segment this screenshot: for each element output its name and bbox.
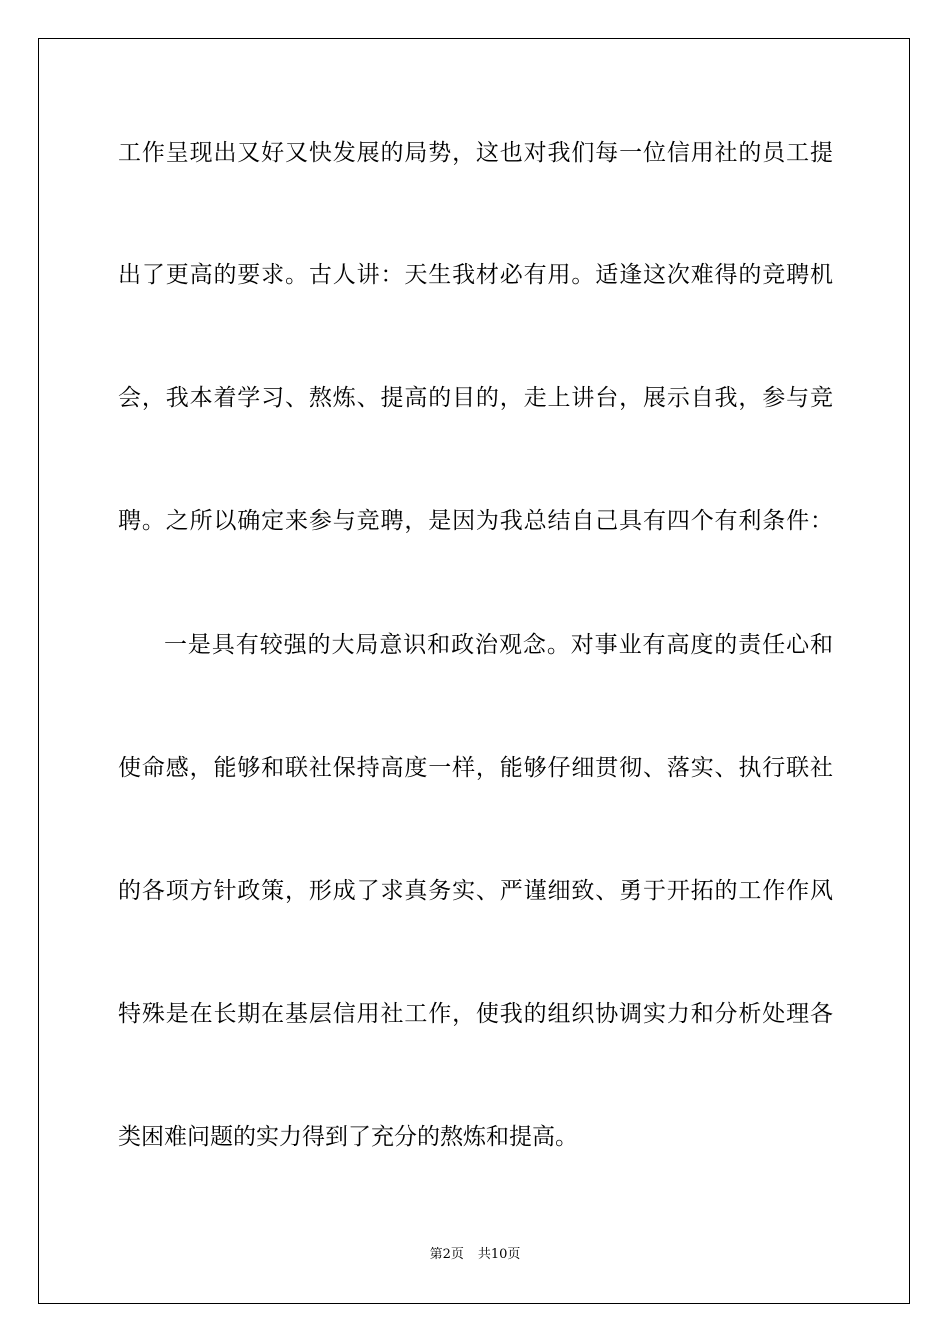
page-total: 共10页 — [477, 1247, 521, 1262]
paragraph-line-9: 类困难问题的实力得到了充分的熬炼和提高。 — [118, 1124, 578, 1150]
page-border — [38, 38, 910, 1304]
paragraph-line-2: 出了更高的要求。古人讲：天生我材必有用。适逢这次难得的竞聘机 — [118, 262, 833, 288]
paragraph-line-1: 工作呈现出又好又快发展的局势，这也对我们每一位信用社的员工提 — [118, 140, 833, 166]
paragraph-line-3: 会，我本着学习、熬炼、提高的目的，走上讲台，展示自我，参与竞 — [118, 385, 833, 411]
paragraph-line-8: 特殊是在长期在基层信用社工作，使我的组织协调实力和分析处理各 — [118, 1001, 833, 1027]
paragraph-line-7: 的各项方针政策，形成了求真务实、严谨细致、勇于开拓的工作作风 — [118, 878, 833, 904]
paragraph-line-4: 聘。之所以确定来参与竞聘，是因为我总结自己具有四个有利条件： — [118, 508, 833, 534]
page-footer — [0, 1246, 950, 1264]
paragraph-line-6: 使命感，能够和联社保持高度一样，能够仔细贯彻、落实、执行联社 — [118, 755, 833, 781]
paragraph-line-5: 一是具有较强的大局意识和政治观念。对事业有高度的责任心和 — [164, 632, 833, 658]
page-number: 第2页 — [429, 1247, 464, 1262]
